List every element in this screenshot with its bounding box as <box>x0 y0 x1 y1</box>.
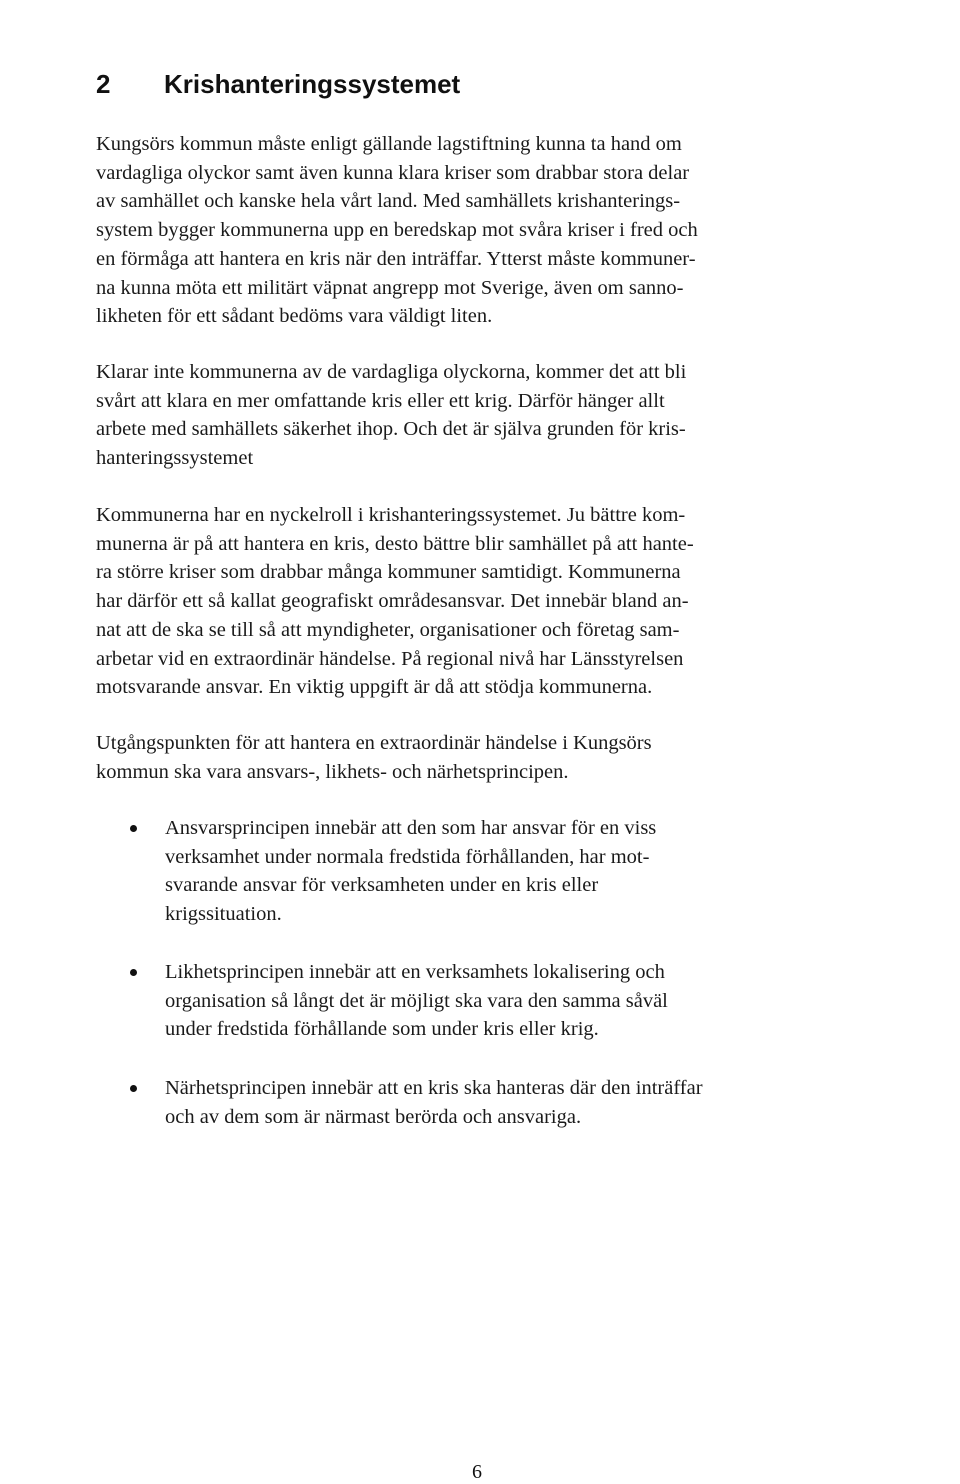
section-title: Krishanteringssystemet <box>164 69 461 99</box>
paragraph-line: hanteringssystemet <box>96 447 254 470</box>
paragraph-line: system bygger kommunerna upp en beredskap mot svåra kriser i fred och <box>96 219 698 242</box>
paragraph-line: arbetar vid en extraordinär händelse. På regional nivå har Länsstyrelsen <box>96 647 684 670</box>
paragraph-everyday-accidents <box>96 358 856 473</box>
bullet-icon <box>130 969 137 976</box>
bullet-icon <box>130 825 137 832</box>
page-number: 6 <box>472 1461 482 1483</box>
section-number: 2 <box>96 69 111 99</box>
list-item-line: Ansvarsprincipen innebär att den som har ansvar för en viss <box>165 817 657 839</box>
paragraph-line: en förmåga att hantera en kris när den inträffar. Ytterst måste kommuner- <box>96 247 696 270</box>
paragraph-principles-intro <box>96 729 856 786</box>
paragraph-key-role <box>96 501 856 702</box>
list-item-line: och av dem som är närmast berörda och ansvariga. <box>165 1105 582 1128</box>
paragraph-line: av samhället och kanske hela vårt land. Med samhällets krishanterings- <box>96 190 681 213</box>
paragraph-line: munerna är på att hantera en kris, desto bättre blir samhället på att hante- <box>96 532 694 555</box>
list-item-line: krigssituation. <box>165 903 282 926</box>
list-item-line: Närhetsprincipen innebär att en kris ska hanteras där den inträffar <box>165 1077 703 1099</box>
list-item-line: Likhetsprincipen innebär att en verksamhets lokalisering och <box>165 961 665 983</box>
bullet-icon <box>130 1085 137 1092</box>
section-heading <box>96 62 460 106</box>
list-item-text <box>165 814 855 929</box>
paragraph-line: vardagliga olyckor samt även kunna klara kriser som drabbar stora delar <box>96 161 690 184</box>
paragraph-line: svårt att klara en mer omfattande kris eller ett krig. Därför hänger allt <box>96 389 665 412</box>
paragraph-line: likheten för ett sådant bedöms vara väldigt liten. <box>96 305 493 328</box>
list-item-line: under fredstida förhållande som under kris eller krig. <box>165 1018 599 1041</box>
paragraph-line: Utgångspunkten för att hantera en extraordinär händelse i Kungsörs <box>96 732 652 754</box>
paragraph-line: har därför ett så kallat geografiskt områdesansvar. Det innebär bland an- <box>96 590 689 613</box>
paragraph-line: Kungsörs kommun måste enligt gällande lagstiftning kunna ta hand om <box>96 133 682 155</box>
list-item-line: svarande ansvar för verksamheten under en kris eller <box>165 874 599 897</box>
paragraph-line: motsvarande ansvar. En viktig uppgift är då att stödja kommunerna. <box>96 676 653 699</box>
list-item-text <box>165 1074 855 1131</box>
paragraph-line: Klarar inte kommunerna av de vardagliga olyckorna, kommer det att bli <box>96 361 687 383</box>
paragraph-line: Kommunerna har en nyckelroll i krishanteringssystemet. Ju bättre kom- <box>96 504 686 526</box>
list-item-text <box>165 958 855 1044</box>
paragraph-line: na kunna möta ett militärt väpnat angrepp mot Sverige, även om sanno- <box>96 276 684 299</box>
paragraph-line: arbete med samhällets säkerhet ihop. Och det är själva grunden för kris- <box>96 418 686 441</box>
list-item-line: organisation så långt det är möjligt ska vara den samma såväl <box>165 989 668 1012</box>
paragraph-line: kommun ska vara ansvars-, likhets- och närhetsprincipen. <box>96 760 569 783</box>
paragraph-line: nat att de ska se till så att myndigheter, organisationer och företag sam- <box>96 618 680 641</box>
list-item-line: verksamhet under normala fredstida förhållanden, har mot- <box>165 845 650 868</box>
paragraph-line: ra större kriser som drabbar många kommuner samtidigt. Kommunerna <box>96 561 681 584</box>
paragraph-intro <box>96 130 856 331</box>
